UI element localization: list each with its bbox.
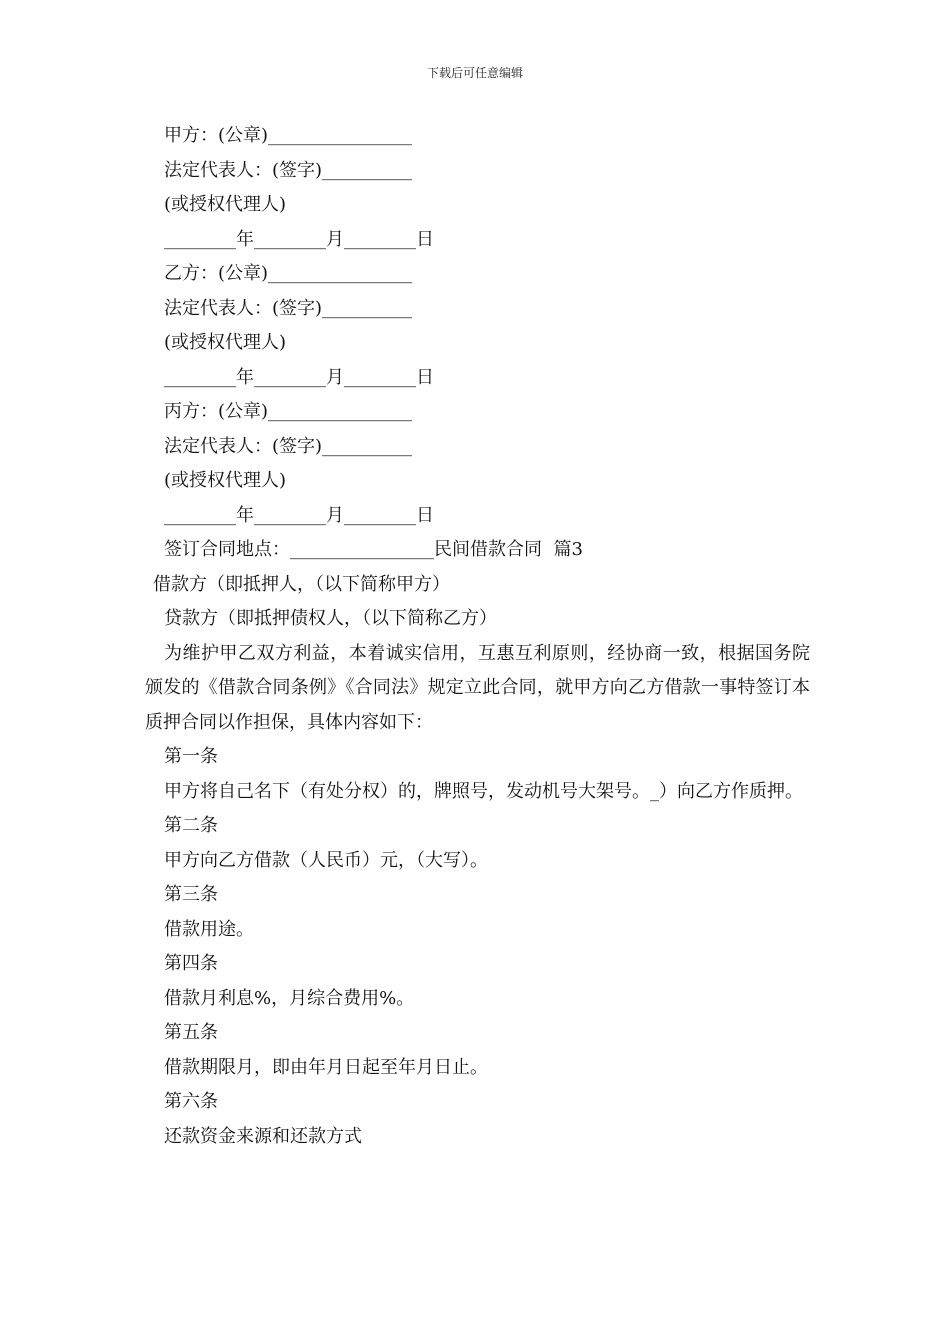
article-body: 甲方向乙方借款（人民币）元，（大写）。 xyxy=(164,849,488,871)
document-body xyxy=(145,119,810,1154)
signature-date-b: ________年________月________日 xyxy=(164,366,434,388)
article-title: 第五条 xyxy=(164,1022,218,1043)
article-title: 第四条 xyxy=(164,953,218,974)
article-body: 借款用途。 xyxy=(164,918,254,940)
signature-rep-b: 法定代表人：(签字)__________ xyxy=(164,297,413,319)
article-title: 第一条 xyxy=(164,746,218,767)
article-body: 甲方将自己名下（有处分权）的，牌照号，发动机号大架号。_）向乙方作质押。 xyxy=(164,780,803,802)
article-body: 借款期限月，即由年月日起至年月日止。 xyxy=(164,1056,488,1078)
signature-agent-a: (或授权代理人) xyxy=(164,194,287,215)
signature-party-c: 丙方：(公章)________________ xyxy=(164,401,413,422)
article-title: 第六条 xyxy=(164,1091,218,1112)
signature-rep-c: 法定代表人：(签字)__________ xyxy=(164,435,413,457)
lender-line: 贷款方（即抵押债权人，（以下简称乙方） xyxy=(164,608,497,629)
borrower-line: 借款方（即抵押人，（以下简称甲方） xyxy=(153,573,450,595)
signature-agent-b: (或授权代理人) xyxy=(164,332,287,353)
signature-party-b: 乙方：(公章)________________ xyxy=(164,263,413,284)
signature-party-a: 甲方：(公章)________________ xyxy=(164,125,413,146)
article-title: 第二条 xyxy=(164,815,218,836)
intro-paragraph: 为维护甲乙双方利益，本着诚实信用，互惠互利原则，经协商一致，根据国务院颁发的《借款合同条例》《合同法》规定立此合同，就甲方向乙方借款一事特签订本质押合同以作担保，具体内容如下： xyxy=(145,642,810,733)
article-title: 第三条 xyxy=(164,884,218,905)
signature-date-c: ________年________月________日 xyxy=(164,504,434,526)
signature-date-a: ________年________月________日 xyxy=(164,228,434,250)
signature-rep-a: 法定代表人：(签字)__________ xyxy=(164,159,413,181)
article-body: 借款月利息%，月综合费用%。 xyxy=(164,987,415,1009)
article-body: 还款资金来源和还款方式 xyxy=(164,1125,362,1147)
signing-place-line: 签订合同地点：________________民间借款合同 篇3 xyxy=(164,539,583,560)
page-header-note: 下载后可任意编辑 xyxy=(426,66,523,80)
signature-agent-c: (或授权代理人) xyxy=(164,470,287,491)
